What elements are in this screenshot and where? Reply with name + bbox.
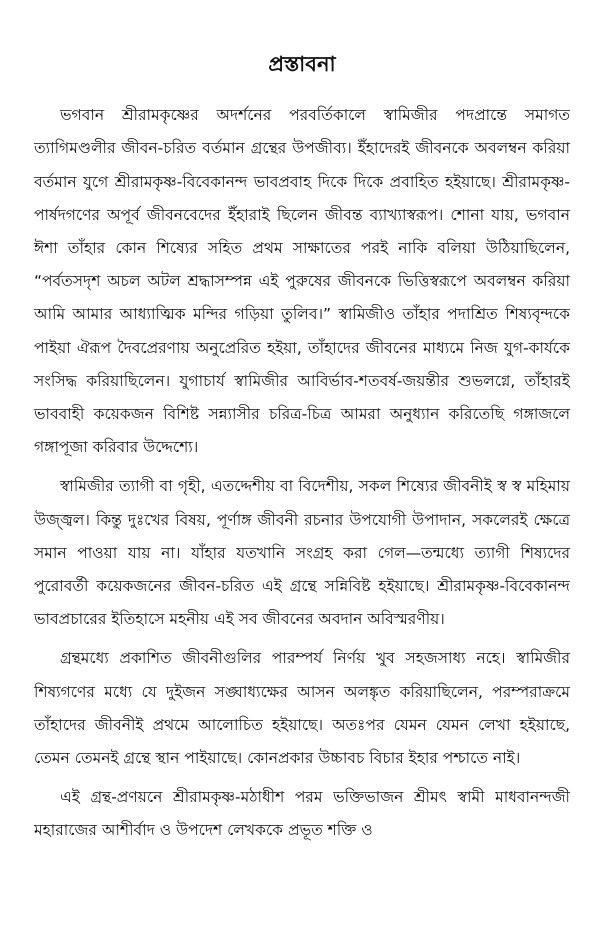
paragraph-1: ভগবান শ্রীরামকৃষ্ণের অদর্শনের পরবর্তিকালে স্বামিজীর পদপ্রান্তে সমাগত ত্যাগিমণ্ডলীর জীবন-চরিত বর্তমান গ্রন্থের উপজীব্য। ইঁহাদেরই জীবনকে অবলম্বন করিয়া বর্তমান যুগে শ্রীরামকৃষ্ণ-বিবেকানন্দ ভাবপ্রবাহ দিকে দিকে প্রবাহিত হইয়াছে। শ্রীরামকৃষ্ণ-পার্ষদগণের অপূর্ব জীবনবেদের ইঁহারাই ছিলেন জীবন্ত ব্যাখ্যাস্বরূপ। শোনা যায়, ভগবান ঈশা তাঁহার কোন শিষ্যের সহিত প্রথম সাক্ষাতের পরই নাকি বলিয়া উঠিয়াছিলেন, “পর্বতসদৃশ অচল অটল শ্রদ্ধাসম্পন্ন এই পুরুষের জীবনকে ভিত্তিস্বরূপে অবলম্বন করিয়া আমি আমার আধ্যাত্মিক মন্দির গড়িয়া তুলিব।” স্বামিজীও তাঁহার পদাশ্রিত শিষ্যবৃন্দকে পাইয়া ঐরূপ দৈবপ্রেরণায় অনুপ্রেরিত হইয়া, তাঁহাদের জীবনের মাধ্যমে নিজ যুগ-কার্যকে সংসিদ্ধ করিয়াছিলেন। যুগাচার্য স্বামিজীর আবির্ভাব-শতবর্ষ-জয়ন্তীর শুভলগ্নে, তাঁহারই ভাববাহী কয়েকজন বিশিষ্ট সন্ন্যাসীর চরিত্র-চিত্র আমরা অনুধ্যান করিতেছি গঙ্গাজলে গঙ্গাপূজা করিবার উদ্দেশ্যে। xyxy=(34,106,570,457)
paragraph-2: স্বামিজীর ত্যাগী বা গৃহী, এতদ্দেশীয় বা বিদেশীয়, সকল শিষ্যের জীবনীই স্ব স্ব মহিমায় উজ্জ্বল। কিন্তু দুঃখের বিষয়, পূর্ণাঙ্গ জীবনী রচনার উপযোগী উপাদান, সকলেরই ক্ষেত্রে সমান পাওয়া যায় না। যাঁহার যতখানি সংগ্রহ করা গেল—তন্মধ্যে ত্যাগী শিষ্যদের পুরোবর্তী কয়েকজনের জীবন-চরিত এই গ্রন্থে সন্নিবিষ্ট হইয়াছে। শ্রীরামকৃষ্ণ-বিবেকানন্দ ভাবপ্রচারের ইতিহাসে মহনীয় এই সব জীবনের অবদান অবিস্মরণীয়। xyxy=(34,477,570,629)
paragraph-4: এই গ্রন্থ-প্রণয়নে শ্রীরামকৃষ্ণ-মঠাধীশ পরম ভক্তিভাজন শ্রীমৎ স্বামী মাধবানন্দজী মহারাজের আশীর্বাদ ও উপদেশ লেখককে প্রভূত শক্তি ও xyxy=(34,788,570,840)
page-title: প্রস্তাবনা xyxy=(268,52,336,76)
paragraph-3: গ্রন্থমধ্যে প্রকাশিত জীবনীগুলির পারম্পর্য নির্ণয় খুব সহজসাধ্য নহে। স্বামিজীর শিষ্যগণের মধ্যে যে দুইজন সঙ্ঘাধ্যক্ষের আসন অলঙ্কৃত করিয়াছিলেন, পরম্পরাক্রমে তাঁহাদের জীবনীই প্রথমে আলোচিত হইয়াছে। অতঃপর যেমন যেমন লেখা হইয়াছে, তেমন তেমনই গ্রন্থে স্থান পাইয়াছে। কোনপ্রকার উচ্চাবচ বিচার ইহার পশ্চাতে নাই। xyxy=(34,649,570,768)
